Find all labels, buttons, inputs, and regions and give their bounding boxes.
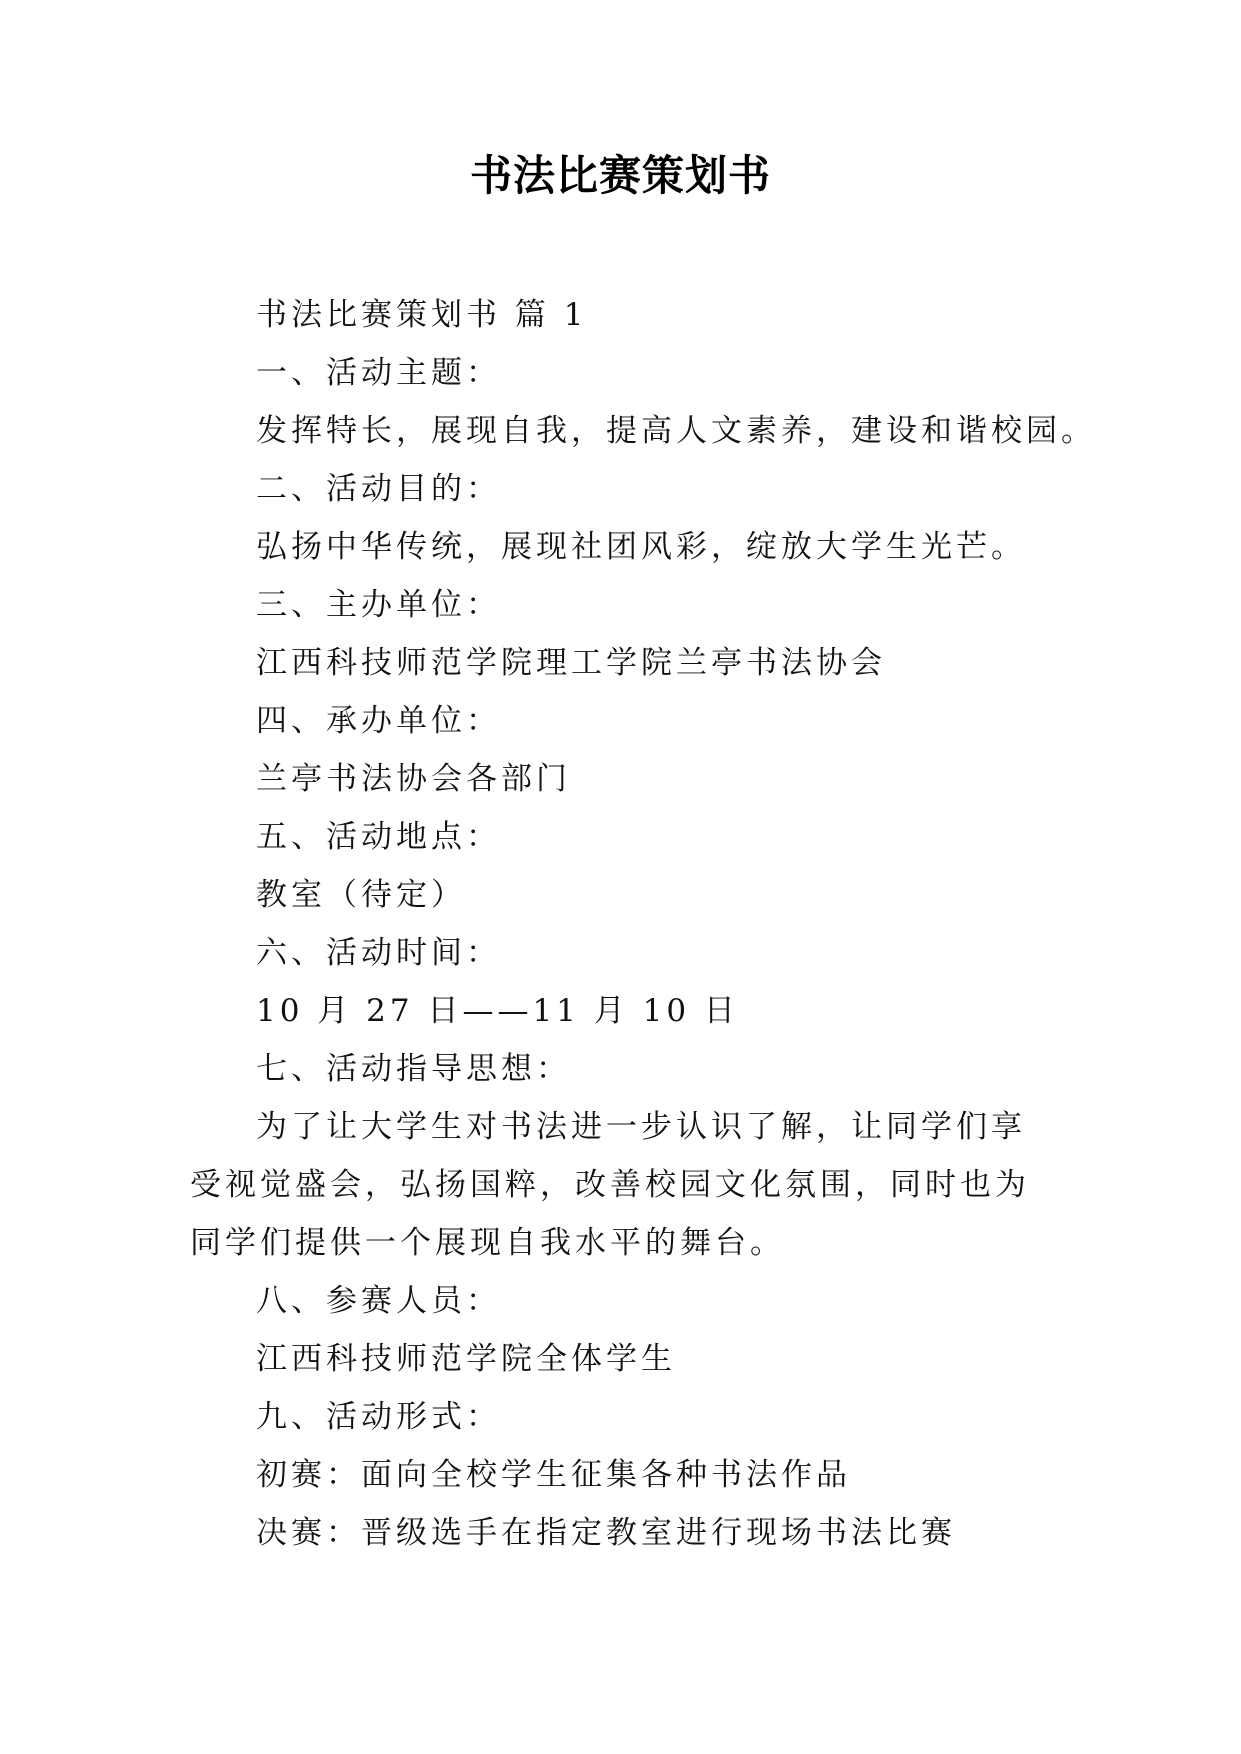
item-heading-organizer: 三、主办单位： [256,587,501,623]
item-content-undertaker: 兰亭书法协会各部门 [256,761,571,797]
item-heading-undertaker: 四、承办单位： [256,703,501,739]
format-heading: 九、活动形式： [256,1399,501,1435]
item-content-location: 教室（待定） [256,877,466,913]
item-heading-theme: 一、活动主题： [256,355,501,391]
item-content-theme: 发挥特长，展现自我，提高人文素养，建设和谐校园。 [256,413,1096,449]
item-heading-purpose: 二、活动目的： [256,471,501,507]
item-content-time: 10 月 27 日——11 月 10 日 [256,993,739,1029]
format-final: 决赛：晋级选手在指定教室进行现场书法比赛 [256,1515,956,1551]
document-body [190,286,1096,1562]
document-title: 书法比赛策划书 [469,151,771,200]
guideline-heading: 七、活动指导思想： [256,1051,571,1087]
item-content-purpose: 弘扬中华传统，展现社团风彩，绽放大学生光芒。 [256,529,1026,565]
item-content-organizer: 江西科技师范学院理工学院兰亭书法协会 [256,645,886,681]
section-heading: 书法比赛策划书 篇 1 [256,297,588,333]
format-preliminary: 初赛：面向全校学生征集各种书法作品 [256,1457,851,1493]
item-heading-location: 五、活动地点： [256,819,501,855]
participants-content: 江西科技师范学院全体学生 [256,1341,676,1377]
item-heading-time: 六、活动时间： [256,935,501,971]
guideline-paragraph: 为了让大学生对书法进一步认识了解，让同学们享受视觉盛会，弘扬国粹，改善校园文化氛围，同时也为同学们提供一个展现自我水平的舞台。 [190,1109,1030,1261]
participants-heading: 八、参赛人员： [256,1283,501,1319]
